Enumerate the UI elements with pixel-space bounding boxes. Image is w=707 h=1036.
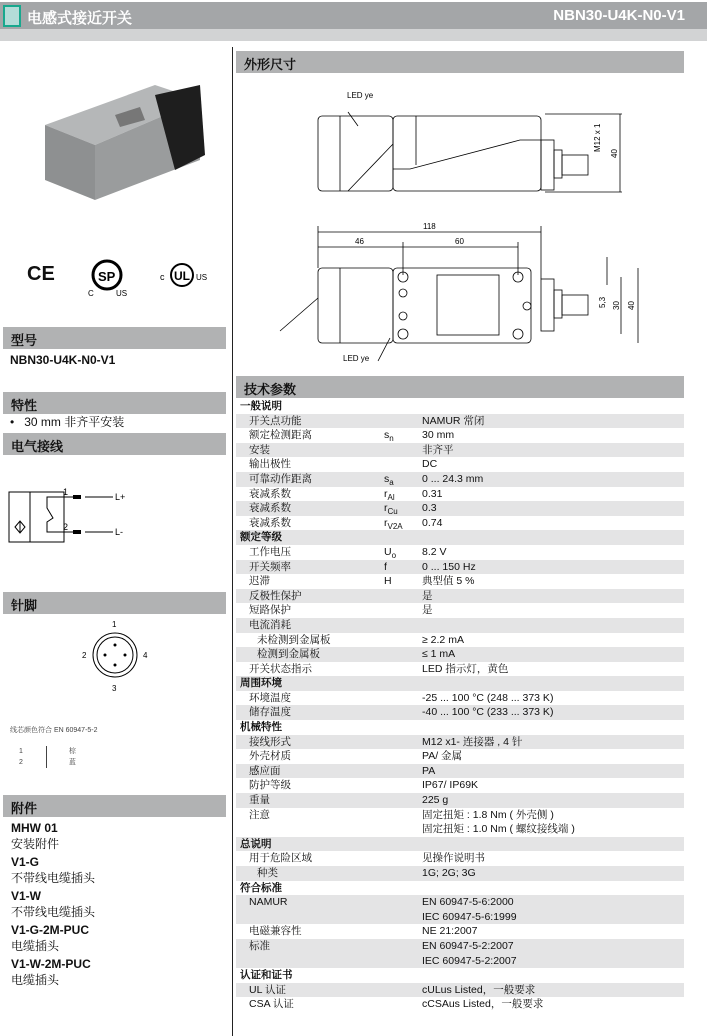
spec-value: 225 g (422, 794, 449, 807)
spec-symbol: $r_{Cu}$ (384, 502, 398, 517)
spec-value: 0 ... 150 Hz (422, 560, 476, 573)
spec-value (422, 676, 684, 691)
spec-symbol (384, 676, 422, 691)
spec-row (236, 735, 684, 750)
spec-symbol (384, 705, 422, 720)
spec-row (236, 618, 684, 633)
spec-value: 非齐平 (422, 443, 454, 456)
spec-symbol (384, 939, 422, 968)
lminus-label: L- (115, 527, 124, 537)
spec-symbol (384, 997, 422, 1012)
spec-label: 额定检测距离 (249, 429, 312, 442)
spec-row (236, 633, 684, 648)
section-pinout: 针脚 (3, 592, 226, 614)
spec-value: 0.74 (422, 516, 443, 529)
pinout-diagram (75, 615, 155, 695)
spec-row (236, 705, 684, 720)
spec-symbol (384, 647, 422, 662)
color-note: 线芯颜色符合 EN 60947-5-2 (10, 727, 98, 734)
m12-label: M12 x 1 (593, 123, 602, 152)
color-value: 棕 (68, 748, 76, 755)
spec-label: 防护等级 (249, 779, 291, 792)
spec-symbol (384, 983, 422, 998)
spec-symbol (384, 457, 422, 472)
spec-row (236, 939, 684, 968)
spec-label: 外壳材质 (249, 750, 291, 763)
spec-row (236, 428, 684, 443)
spec-label: NAMUR (249, 896, 288, 909)
spec-row (236, 778, 684, 793)
spec-value: cCSAus Listed，一般要求 (422, 998, 544, 1011)
spec-label: 电磁兼容性 (249, 925, 302, 938)
spec-row (236, 895, 684, 924)
spec-row (236, 472, 684, 487)
spec-label: 用于危险区域 (249, 852, 312, 865)
led-label-top: LED ye (347, 91, 374, 100)
accessory-item[interactable]: MHW 01 安装附件 (11, 821, 60, 851)
spec-group-header (236, 837, 684, 852)
led-label-bottom: LED ye (343, 354, 370, 363)
spec-label: 可靠动作距离 (249, 472, 312, 485)
spec-label: UL 认证 (249, 983, 286, 996)
spec-symbol (384, 633, 422, 648)
spec-row (236, 560, 684, 575)
spec-label: 衰减系数 (249, 487, 291, 500)
spec-symbol: $r_{Al}$ (384, 487, 395, 502)
spec-label: 迟滞 (249, 575, 270, 588)
spec-symbol (384, 414, 422, 429)
spec-value: -25 ... 100 °C (248 ... 373 K) (422, 691, 554, 704)
csa-logo-icon (88, 258, 128, 298)
spec-label: 周围环境 (240, 677, 282, 690)
spec-row (236, 851, 684, 866)
spec-row (236, 764, 684, 779)
dim-118: 118 (423, 222, 436, 231)
spec-value (422, 720, 684, 735)
color-pin: 1 (19, 748, 23, 755)
spec-row (236, 749, 684, 764)
spec-value: EN 60947-5-2:2007 IEC 60947-5-2:2007 (422, 939, 517, 967)
spec-value: 8.2 V (422, 545, 447, 558)
svg-text:US: US (196, 273, 208, 282)
spec-label: CSA 认证 (249, 998, 294, 1011)
spec-label: 额定等级 (240, 531, 282, 544)
section-dimensions: 外形尺寸 (236, 51, 684, 73)
spec-symbol (384, 851, 422, 866)
spec-row (236, 647, 684, 662)
spec-label: 反极性保护 (249, 589, 302, 602)
spec-value: LED 指示灯，黄色 (422, 662, 509, 675)
spec-group-header (236, 968, 684, 983)
spec-group-header (236, 676, 684, 691)
spec-label: 符合标准 (240, 881, 282, 894)
spec-symbol: H (384, 575, 392, 588)
spec-value: 见操作说明书 (422, 852, 485, 865)
pin2-label: 2 (63, 522, 69, 532)
pin-2: 2 (82, 651, 87, 660)
spec-label: 种类 (257, 867, 278, 879)
spec-group-header (236, 399, 684, 414)
feature-text: 30 mm 非齐平安装 (24, 415, 125, 429)
spec-value: -40 ... 100 °C (233 ... 373 K) (422, 706, 554, 719)
spec-symbol (384, 866, 422, 881)
spec-row (236, 691, 684, 706)
spec-symbol: $r_{V2A}$ (384, 516, 403, 531)
spec-value: M12 x1- 连接器 , 4 针 (422, 735, 523, 748)
spec-value (422, 530, 684, 545)
spec-symbol: $U_o$ (384, 545, 397, 561)
pin-1: 1 (112, 620, 117, 629)
pin-4: 4 (143, 651, 148, 660)
spec-group-header (236, 881, 684, 896)
color-pin: 2 (19, 759, 23, 766)
spec-label: 机械特性 (240, 721, 282, 734)
accessory-item[interactable]: V1-W-2M-PUC 电缆插头 (11, 957, 91, 987)
spec-label: 开关状态指示 (249, 662, 312, 675)
spec-row (236, 414, 684, 429)
spec-row (236, 545, 684, 560)
spec-symbol (384, 735, 422, 750)
spec-row (236, 808, 684, 837)
spec-label: 开关频率 (249, 560, 291, 573)
dim-46: 46 (355, 237, 364, 246)
brand-square-icon (3, 5, 21, 27)
section-specs: 技术参数 (236, 376, 684, 398)
spec-row (236, 983, 684, 998)
spec-value: DC (422, 458, 438, 471)
spec-value: ≥ 2.2 mA (422, 633, 464, 646)
spec-row (236, 997, 684, 1012)
spec-value: 典型值 5 % (422, 575, 475, 588)
ce-mark-icon: CE (27, 263, 55, 285)
spec-label: 短路保护 (249, 604, 291, 617)
spec-value: ≤ 1 mA (422, 648, 456, 661)
spec-symbol (384, 808, 422, 837)
spec-group-header (236, 720, 684, 735)
spec-value: IP67/ IP69K (422, 779, 479, 792)
spec-value: 0.31 (422, 487, 443, 500)
spec-label: 电流消耗 (249, 618, 291, 631)
color-value: 蓝 (68, 759, 76, 766)
spec-label: 标准 (249, 939, 270, 952)
spec-symbol (384, 778, 422, 793)
dim-40-top: 40 (610, 149, 619, 158)
spec-row (236, 516, 684, 531)
spec-symbol (384, 895, 422, 924)
model-title: NBN30-U4K-N0-V1 (553, 7, 685, 24)
accessory-list (11, 821, 95, 991)
spec-symbol (384, 968, 422, 983)
spec-symbol (384, 399, 422, 414)
spec-symbol (384, 691, 422, 706)
spec-row (236, 457, 684, 472)
spec-label: 环境温度 (249, 691, 291, 704)
page-title: 电感式接近开关 (27, 10, 133, 27)
spec-label: 衰减系数 (249, 502, 291, 515)
pin1-label: 1 (63, 487, 69, 497)
accessory-item[interactable]: V1-G 不带线电缆插头 (11, 855, 96, 885)
svg-text:c: c (160, 272, 165, 282)
spec-value: 是 (422, 604, 433, 617)
dim-30: 30 (612, 301, 621, 310)
spec-value: 0 ... 24.3 mm (422, 472, 484, 485)
spec-value: PA/ 金属 (422, 750, 463, 763)
spec-symbol (384, 749, 422, 764)
ul-logo-icon (160, 260, 215, 290)
spec-symbol (384, 530, 422, 545)
spec-row (236, 501, 684, 516)
spec-label: 检测到金属板 (257, 648, 320, 661)
spec-symbol (384, 881, 422, 896)
sub-bar (0, 29, 707, 41)
spec-label: 工作电压 (249, 545, 291, 558)
spec-value (422, 968, 684, 983)
spec-symbol: $s_n$ (384, 429, 394, 444)
spec-symbol (384, 589, 422, 604)
spec-symbol (384, 837, 422, 852)
spec-group-header (236, 530, 684, 545)
spec-value: PA (422, 764, 436, 777)
spec-label: 未检测到金属板 (257, 633, 331, 646)
section-accessories: 附件 (3, 795, 226, 817)
spec-value: 固定扭矩 : 1.8 Nm ( 外壳侧 ) 固定扭矩 : 1.0 Nm ( 螺纹接线端 ) (422, 808, 575, 836)
accessory-item[interactable]: V1-G-2M-PUC 电缆插头 (11, 923, 90, 953)
svg-text:SP: SP (98, 269, 116, 284)
spec-value: 30 mm (422, 429, 455, 442)
section-type: 型号 (3, 327, 226, 349)
spec-row (236, 793, 684, 808)
section-wiring: 电气接线 (3, 433, 226, 455)
spec-row (236, 574, 684, 589)
spec-symbol: $s_a$ (384, 472, 394, 488)
spec-label: 总说明 (240, 837, 272, 850)
section-features: 特性 (3, 392, 226, 414)
spec-symbol (384, 618, 422, 633)
spec-row (236, 443, 684, 458)
dimension-drawing (230, 80, 700, 370)
spec-value: 0.3 (422, 502, 437, 515)
spec-label: 输出极性 (249, 458, 291, 471)
dim-60: 60 (455, 237, 464, 246)
type-value: NBN30-U4K-N0-V1 (10, 353, 116, 367)
spec-symbol (384, 720, 422, 735)
spec-value: NAMUR 常闭 (422, 414, 485, 427)
spec-value: cULus Listed，一般要求 (422, 983, 536, 996)
spec-symbol: f (384, 560, 387, 573)
spec-label: 衰减系数 (249, 516, 291, 529)
spec-row (236, 487, 684, 502)
spec-label: 安装 (249, 443, 270, 456)
dim-5-3: 5,3 (598, 296, 607, 308)
spec-value: 是 (422, 589, 433, 602)
pin-3: 3 (112, 684, 117, 693)
spec-symbol (384, 793, 422, 808)
color-table (19, 746, 76, 768)
svg-text:US: US (116, 289, 128, 298)
spec-value: EN 60947-5-6:2000 IEC 60947-5-6:1999 (422, 896, 517, 923)
accessory-item[interactable]: V1-W 不带线电缆插头 (11, 889, 96, 919)
spec-label: 储存温度 (249, 706, 291, 719)
spec-symbol (384, 924, 422, 939)
spec-value (422, 618, 684, 633)
spec-label: 一般说明 (240, 400, 282, 412)
spec-symbol (384, 764, 422, 779)
product-photo (25, 65, 215, 205)
lplus-label: L+ (115, 492, 126, 502)
svg-text:C: C (88, 289, 94, 298)
spec-table (236, 399, 684, 1012)
spec-value: 1G; 2G; 3G (422, 867, 476, 879)
spec-label: 重量 (249, 794, 270, 807)
spec-value (422, 837, 684, 852)
dim-40-bottom: 40 (627, 301, 636, 310)
spec-value: NE 21:2007 (422, 925, 478, 938)
spec-row (236, 924, 684, 939)
spec-label: 注意 (249, 808, 270, 821)
spec-symbol (384, 603, 422, 618)
spec-symbol (384, 662, 422, 677)
header-bar (0, 2, 707, 29)
spec-value (422, 399, 684, 414)
wiring-diagram (5, 485, 145, 545)
spec-row (236, 589, 684, 604)
spec-row (236, 662, 684, 677)
spec-label: 接线形式 (249, 735, 291, 748)
spec-symbol (384, 443, 422, 458)
spec-row (236, 603, 684, 618)
feature-item: • 30 mm 非齐平安装 (10, 415, 125, 429)
spec-label: 开关点功能 (249, 414, 302, 427)
spec-row (236, 866, 684, 881)
spec-value (422, 881, 684, 896)
spec-label: 感应面 (249, 764, 281, 777)
spec-label: 认证和证书 (240, 969, 293, 982)
svg-text:UL: UL (174, 269, 190, 283)
